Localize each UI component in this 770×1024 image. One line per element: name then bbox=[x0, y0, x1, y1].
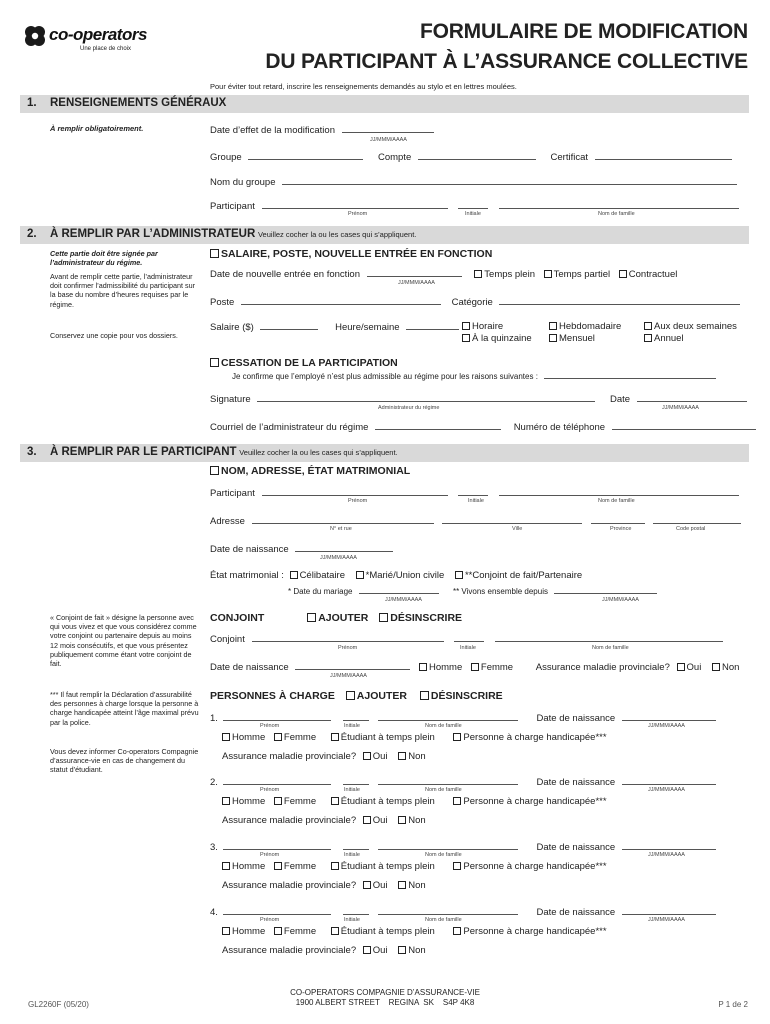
salary-field[interactable] bbox=[260, 321, 318, 330]
spouse-prov-no-checkbox[interactable] bbox=[712, 663, 720, 671]
address-label: Adresse bbox=[210, 516, 245, 527]
salary-section-checkbox[interactable] bbox=[210, 249, 219, 258]
signature-row bbox=[210, 393, 747, 405]
form-title-line1: FORMULAIRE DE MODIFICATION bbox=[419, 20, 748, 43]
spouse-male-checkbox[interactable] bbox=[419, 663, 427, 671]
account-label: Compte bbox=[377, 152, 412, 163]
dependants-add-label: AJOUTER bbox=[356, 690, 407, 702]
certificate-field[interactable] bbox=[595, 151, 732, 160]
single-label: Célibataire bbox=[299, 570, 345, 581]
dependant-status-row bbox=[222, 796, 607, 807]
spouse-remove-checkbox[interactable] bbox=[379, 613, 388, 622]
address-row bbox=[210, 515, 741, 527]
student-status-note: Vous devez informer Co-operators Compagnie d’assurance-vie en cas de changement du statut d’étudiant. bbox=[50, 747, 199, 775]
dependant-male-checkbox[interactable] bbox=[222, 733, 230, 741]
category-label: Catégorie bbox=[451, 297, 493, 308]
dependant-student-label: Étudiant à temps plein bbox=[340, 926, 435, 937]
dependant-number: 3. bbox=[210, 842, 218, 853]
dependant-prov-label: Assurance maladie provinciale? bbox=[222, 880, 357, 891]
section2-number: 2. bbox=[27, 228, 37, 240]
dependant-initial-field[interactable] bbox=[343, 712, 369, 721]
s1-nom-caption: Nom de famille bbox=[598, 211, 635, 217]
signature-field[interactable] bbox=[257, 393, 595, 402]
dependant-female-label: Femme bbox=[283, 926, 317, 937]
spouse-remove-label: DÉSINSCRIRE bbox=[390, 612, 463, 624]
hours-week-label: Heure/semaine bbox=[335, 322, 400, 333]
dependant-disabled-checkbox[interactable] bbox=[453, 927, 461, 935]
dependant-first-name-field[interactable] bbox=[223, 906, 331, 915]
two-weeks-checkbox[interactable] bbox=[644, 322, 652, 330]
termination-reason-label: Je confirme que l’employé n’est plus admissible au régime pour les raisons suivantes : bbox=[232, 372, 538, 381]
street-caption: N° et rue bbox=[330, 526, 352, 532]
spouse-female-label: Femme bbox=[480, 662, 514, 673]
form-code: GL2260F (05/20) bbox=[28, 1000, 89, 1009]
dependant-prov-yes-label: Oui bbox=[372, 751, 388, 762]
spouse-prenom-caption: Prénom bbox=[338, 645, 358, 651]
dependant-student-checkbox[interactable] bbox=[331, 927, 339, 935]
certificate-label: Certificat bbox=[550, 152, 588, 163]
biweekly-label: À la quinzaine bbox=[472, 333, 532, 344]
common-law-checkbox[interactable] bbox=[455, 571, 463, 579]
footer-company bbox=[0, 988, 770, 1008]
position-field[interactable] bbox=[241, 296, 441, 305]
dependant-birth-label: Date de naissance bbox=[536, 777, 616, 788]
dependant-prov-no-label: Non bbox=[408, 751, 426, 762]
birth-date-label: Date de naissance bbox=[210, 544, 289, 555]
form-instruction: Pour éviter tout retard, inscrire les renseignements demandés au stylo et en lettres moulées. bbox=[210, 82, 517, 91]
dependant-status-row bbox=[222, 861, 607, 872]
full-time-checkbox[interactable] bbox=[474, 270, 482, 278]
signature-date-field[interactable] bbox=[637, 393, 747, 402]
dependant-name-row bbox=[210, 712, 716, 724]
dependant-prov-no-label: Non bbox=[408, 945, 426, 956]
dependant-initiale-caption: Initiale bbox=[344, 723, 360, 729]
spouse-initial-field[interactable] bbox=[454, 633, 484, 642]
participant-last-name-field[interactable] bbox=[499, 200, 739, 209]
section3-subtitle: Veuillez cocher la ou les cases qui s’appliquent. bbox=[239, 448, 398, 457]
effective-date-field[interactable] bbox=[342, 124, 434, 133]
dependant-prov-no-checkbox[interactable] bbox=[398, 946, 406, 954]
spouse-female-checkbox[interactable] bbox=[471, 663, 479, 671]
dependant-number: 1. bbox=[210, 713, 218, 724]
dependant-nom-caption: Nom de famille bbox=[425, 917, 462, 923]
salary-heading-text: SALAIRE, POSTE, NOUVELLE ENTRÉE EN FONCTION bbox=[221, 248, 493, 260]
logo-text: co-operators bbox=[49, 25, 147, 44]
dependant-nom-caption: Nom de famille bbox=[425, 723, 462, 729]
annual-label: Annuel bbox=[654, 333, 684, 344]
termination-heading-text: CESSATION DE LA PARTICIPATION bbox=[221, 357, 398, 369]
phone-field[interactable] bbox=[612, 421, 756, 430]
admin-email-field[interactable] bbox=[375, 421, 501, 430]
group-name-row bbox=[210, 176, 737, 188]
province-caption: Province bbox=[610, 526, 632, 532]
group-row bbox=[210, 151, 732, 163]
s3-last-name-field[interactable] bbox=[499, 487, 739, 496]
city-field[interactable] bbox=[442, 515, 582, 524]
common-law-label: **Conjoint de fait/Partenaire bbox=[464, 570, 583, 581]
email-phone-row bbox=[210, 421, 756, 433]
spouse-add-checkbox[interactable] bbox=[307, 613, 316, 622]
dependant-male-label: Homme bbox=[232, 732, 266, 743]
dependant-name-row bbox=[210, 906, 716, 918]
spouse-prov-yes-checkbox[interactable] bbox=[677, 663, 685, 671]
section2-title: À REMPLIR PAR L’ADMINISTRATEUR bbox=[50, 228, 256, 240]
participant-first-name-field[interactable] bbox=[262, 200, 448, 209]
birth-date-field[interactable] bbox=[295, 543, 393, 552]
dependant-last-name-field[interactable] bbox=[378, 841, 518, 850]
dependant-name-row bbox=[210, 776, 716, 788]
marriage-date-field[interactable] bbox=[359, 585, 439, 594]
spouse-birth-field[interactable] bbox=[295, 661, 410, 670]
dependant-disabled-label: Personne à charge handicapée*** bbox=[463, 926, 607, 937]
section1-number: 1. bbox=[27, 97, 37, 109]
dependant-last-name-field[interactable] bbox=[378, 776, 518, 785]
signature-date-format: JJ/MMM/AAAA bbox=[662, 405, 699, 411]
dependant-birth-field[interactable] bbox=[622, 906, 716, 915]
common-law-note: « Conjoint de fait » désigne la personne avec qui vous vivez et que vous considérez comme votre conjoint ou partenaire depuis au moins 12 mois consécutifs, et que vous présentez publiquement comme étant votre conjoint de fait. bbox=[50, 613, 197, 669]
two-weeks-label: Aux deux semaines bbox=[654, 321, 737, 332]
s1-initiale-caption: Initiale bbox=[465, 211, 481, 217]
dependant-birth-format: JJ/MMM/AAAA bbox=[648, 917, 685, 923]
dependant-first-name-field[interactable] bbox=[223, 712, 331, 721]
dependant-first-name-field[interactable] bbox=[223, 841, 331, 850]
dependant-female-checkbox[interactable] bbox=[274, 797, 282, 805]
spouse-nom-caption: Nom de famille bbox=[592, 645, 629, 651]
pay-frequency-col3 bbox=[644, 321, 737, 345]
dependant-student-checkbox[interactable] bbox=[331, 797, 339, 805]
hire-date-label: Date de nouvelle entrée en fonction bbox=[210, 269, 360, 280]
hire-date-row bbox=[210, 268, 677, 280]
category-field[interactable] bbox=[499, 296, 740, 305]
hourly-label: Horaire bbox=[472, 321, 504, 332]
logo-mark-icon bbox=[22, 24, 48, 48]
marital-status-row bbox=[210, 570, 582, 581]
dependant-prov-yes-checkbox[interactable] bbox=[363, 881, 371, 889]
spouse-male-label: Homme bbox=[428, 662, 463, 673]
logo-tagline: Une place de choix bbox=[80, 46, 132, 52]
spouse-prov-no-label: Non bbox=[721, 662, 740, 673]
dependant-nom-caption: Nom de famille bbox=[425, 787, 462, 793]
name-address-heading-text: NOM, ADRESSE, ÉTAT MATRIMONIAL bbox=[221, 465, 411, 477]
dependant-last-name-field[interactable] bbox=[378, 906, 518, 915]
dependant-disabled-label: Personne à charge handicapée*** bbox=[463, 732, 607, 743]
dependant-male-label: Homme bbox=[232, 796, 266, 807]
weekly-label: Hebdomadaire bbox=[559, 321, 622, 332]
company-address: 1900 ALBERT STREET REGINA SK S4P 4K8 bbox=[295, 998, 475, 1007]
dependant-student-label: Étudiant à temps plein bbox=[340, 732, 435, 743]
birth-date-format: JJ/MMM/AAAA bbox=[320, 555, 357, 561]
dependant-prov-label: Assurance maladie provinciale? bbox=[222, 815, 357, 826]
dependant-nom-caption: Nom de famille bbox=[425, 852, 462, 858]
dependant-prov-yes-checkbox[interactable] bbox=[363, 816, 371, 824]
dependant-prov-no-label: Non bbox=[408, 880, 426, 891]
effective-date-row bbox=[210, 124, 434, 136]
dependant-initiale-caption: Initiale bbox=[344, 852, 360, 858]
position-label: Poste bbox=[210, 297, 235, 308]
dependant-prov-yes-checkbox[interactable] bbox=[363, 946, 371, 954]
married-label: *Marié/Union civile bbox=[365, 570, 445, 581]
dependant-female-checkbox[interactable] bbox=[274, 862, 282, 870]
participant-initial-field[interactable] bbox=[458, 200, 488, 209]
dependants-remove-label: DÉSINSCRIRE bbox=[430, 690, 503, 702]
s2-note-signed: Cette partie doit être signée par l’administrateur du régime. bbox=[50, 249, 158, 268]
account-field[interactable] bbox=[418, 151, 536, 160]
dependant-prenom-caption: Prénom bbox=[260, 723, 280, 729]
dependant-male-checkbox[interactable] bbox=[222, 797, 230, 805]
monthly-label: Mensuel bbox=[559, 333, 595, 344]
position-row bbox=[210, 296, 740, 308]
salary-row bbox=[210, 321, 459, 333]
spouse-last-name-field[interactable] bbox=[495, 633, 723, 642]
contract-checkbox[interactable] bbox=[619, 270, 627, 278]
marriage-date-format: JJ/MMM/AAAA bbox=[385, 597, 422, 603]
dependant-birth-format: JJ/MMM/AAAA bbox=[648, 723, 685, 729]
dependant-birth-field[interactable] bbox=[622, 776, 716, 785]
effective-date-format: JJ/MMM/AAAA bbox=[370, 137, 407, 143]
dependant-female-checkbox[interactable] bbox=[274, 927, 282, 935]
s3-nom-caption: Nom de famille bbox=[598, 498, 635, 504]
group-label: Groupe bbox=[210, 152, 242, 163]
s3-first-name-field[interactable] bbox=[262, 487, 448, 496]
dependant-prov-row bbox=[222, 815, 426, 826]
dependant-initiale-caption: Initiale bbox=[344, 917, 360, 923]
province-field[interactable] bbox=[591, 515, 645, 524]
hire-date-field[interactable] bbox=[367, 268, 462, 277]
dependant-prov-row bbox=[222, 880, 426, 891]
s2-note-copy: Conservez une copie pour vos dossiers. bbox=[50, 331, 178, 340]
marriage-date-row bbox=[288, 585, 657, 596]
spouse-birth-format: JJ/MMM/AAAA bbox=[330, 673, 367, 679]
section1-note: À remplir obligatoirement. bbox=[50, 124, 144, 133]
marriage-date-label: * Date du mariage bbox=[288, 587, 353, 596]
part-time-checkbox[interactable] bbox=[544, 270, 552, 278]
dependant-number: 4. bbox=[210, 907, 218, 918]
dependant-male-checkbox[interactable] bbox=[222, 862, 230, 870]
s1-prenom-caption: Prénom bbox=[348, 211, 368, 217]
married-checkbox[interactable] bbox=[356, 571, 364, 579]
dependant-birth-field[interactable] bbox=[622, 712, 716, 721]
dependant-birth-field[interactable] bbox=[622, 841, 716, 850]
dependant-prov-yes-label: Oui bbox=[372, 945, 388, 956]
salary-heading bbox=[210, 248, 492, 260]
dependant-prenom-caption: Prénom bbox=[260, 917, 280, 923]
dependant-student-checkbox[interactable] bbox=[331, 862, 339, 870]
section2-heading bbox=[50, 228, 416, 240]
dependant-disabled-label: Personne à charge handicapée*** bbox=[463, 861, 607, 872]
contract-label: Contractuel bbox=[628, 269, 678, 280]
dependant-birth-label: Date de naissance bbox=[536, 907, 616, 918]
spouse-heading bbox=[210, 612, 462, 624]
section3-number: 3. bbox=[27, 446, 37, 458]
dependants-remove-checkbox[interactable] bbox=[420, 691, 429, 700]
marital-status-label: État matrimonial : bbox=[210, 570, 284, 581]
signature-date-label: Date bbox=[609, 394, 631, 405]
single-checkbox[interactable] bbox=[290, 571, 298, 579]
dependant-male-label: Homme bbox=[232, 926, 266, 937]
birth-date-row bbox=[210, 543, 393, 555]
dependant-female-label: Femme bbox=[283, 732, 317, 743]
dependant-female-label: Femme bbox=[283, 861, 317, 872]
dependant-prov-no-checkbox[interactable] bbox=[398, 881, 406, 889]
dependant-female-checkbox[interactable] bbox=[274, 733, 282, 741]
dependant-initial-field[interactable] bbox=[343, 776, 369, 785]
dependant-prov-label: Assurance maladie provinciale? bbox=[222, 945, 357, 956]
dependant-male-checkbox[interactable] bbox=[222, 927, 230, 935]
dependant-birth-format: JJ/MMM/AAAA bbox=[648, 852, 685, 858]
street-field[interactable] bbox=[252, 515, 434, 524]
participant-label: Participant bbox=[210, 201, 255, 212]
dependant-prov-no-label: Non bbox=[408, 815, 426, 826]
dependant-disabled-checkbox[interactable] bbox=[453, 733, 461, 741]
monthly-checkbox[interactable] bbox=[549, 334, 557, 342]
spouse-add-label: AJOUTER bbox=[318, 612, 369, 624]
dependant-prov-yes-label: Oui bbox=[372, 880, 388, 891]
dependant-prov-no-checkbox[interactable] bbox=[398, 816, 406, 824]
dependant-number: 2. bbox=[210, 777, 218, 788]
dependant-initial-field[interactable] bbox=[343, 841, 369, 850]
s3-initial-field[interactable] bbox=[458, 487, 488, 496]
dependant-initial-field[interactable] bbox=[343, 906, 369, 915]
admin-email-label: Courriel de l’administrateur du régime bbox=[210, 422, 369, 433]
dependant-female-label: Femme bbox=[283, 796, 317, 807]
section3-heading bbox=[50, 446, 398, 458]
dependants-heading bbox=[210, 690, 503, 702]
full-time-label: Temps plein bbox=[484, 269, 535, 280]
spouse-prov-yes-label: Oui bbox=[686, 662, 702, 673]
phone-label: Numéro de téléphone bbox=[513, 422, 606, 433]
dependant-prov-no-checkbox[interactable] bbox=[398, 752, 406, 760]
dependant-prenom-caption: Prénom bbox=[260, 852, 280, 858]
dependant-disabled-checkbox[interactable] bbox=[453, 862, 461, 870]
termination-heading bbox=[210, 357, 398, 369]
dependant-prov-row bbox=[222, 945, 426, 956]
postal-code-caption: Code postal bbox=[676, 526, 706, 532]
termination-reason-field[interactable] bbox=[544, 370, 716, 379]
s3-participant-label: Participant bbox=[210, 488, 255, 499]
dependants-heading-text: PERSONNES À CHARGE bbox=[210, 690, 335, 702]
name-address-heading bbox=[210, 465, 410, 477]
living-together-field[interactable] bbox=[554, 585, 657, 594]
biweekly-checkbox[interactable] bbox=[462, 334, 470, 342]
city-caption: Ville bbox=[512, 526, 523, 532]
dependant-last-name-field[interactable] bbox=[378, 712, 518, 721]
part-time-label: Temps partiel bbox=[553, 269, 611, 280]
spouse-heading-text: CONJOINT bbox=[210, 612, 265, 624]
dependant-prov-yes-label: Oui bbox=[372, 815, 388, 826]
dependant-birth-label: Date de naissance bbox=[536, 713, 616, 724]
s3-initiale-caption: Initiale bbox=[468, 498, 484, 504]
form-title-line2: DU PARTICIPANT À L’ASSURANCE COLLECTIVE bbox=[265, 50, 748, 73]
dependant-status-row bbox=[222, 732, 607, 743]
termination-reason-row bbox=[232, 370, 716, 381]
dependant-birth-format: JJ/MMM/AAAA bbox=[648, 787, 685, 793]
dependant-male-label: Homme bbox=[232, 861, 266, 872]
page-number: P 1 de 2 bbox=[718, 1000, 748, 1009]
dependant-initiale-caption: Initiale bbox=[344, 787, 360, 793]
company-name: CO-OPERATORS COMPAGNIE D’ASSURANCE-VIE bbox=[290, 988, 480, 997]
hours-week-field[interactable] bbox=[406, 321, 459, 330]
admin-caption: Administrateur du régime bbox=[378, 405, 440, 411]
spouse-name-row bbox=[210, 633, 723, 645]
spouse-initiale-caption: Initiale bbox=[460, 645, 476, 651]
dependant-prov-yes-checkbox[interactable] bbox=[363, 752, 371, 760]
dependant-disability-note: *** Il faut remplir la Déclaration d’assurabilité des personnes à charge lorsque la personne à charge handicapée atteint l’âge maximal prévu par la police. bbox=[50, 690, 199, 727]
group-name-field[interactable] bbox=[282, 176, 737, 185]
dependant-student-label: Étudiant à temps plein bbox=[340, 861, 435, 872]
dependant-prenom-caption: Prénom bbox=[260, 787, 280, 793]
dependant-prov-label: Assurance maladie provinciale? bbox=[222, 751, 357, 762]
group-field[interactable] bbox=[248, 151, 363, 160]
section2-subtitle: Veuillez cocher la ou les cases qui s’appliquent. bbox=[257, 230, 417, 239]
s3-prenom-caption: Prénom bbox=[348, 498, 368, 504]
pay-frequency-col1 bbox=[462, 321, 532, 345]
hourly-checkbox[interactable] bbox=[462, 322, 470, 330]
dependants-add-checkbox[interactable] bbox=[346, 691, 355, 700]
spouse-birth-label: Date de naissance bbox=[210, 662, 289, 673]
dependant-student-checkbox[interactable] bbox=[331, 733, 339, 741]
dependant-student-label: Étudiant à temps plein bbox=[340, 796, 435, 807]
name-address-checkbox[interactable] bbox=[210, 466, 219, 475]
section3-title: À REMPLIR PAR LE PARTICIPANT bbox=[50, 446, 237, 458]
termination-checkbox[interactable] bbox=[210, 358, 219, 367]
dependant-disabled-label: Personne à charge handicapée*** bbox=[463, 796, 607, 807]
dependant-first-name-field[interactable] bbox=[223, 776, 331, 785]
living-together-label: ** Vivons ensemble depuis bbox=[452, 587, 548, 596]
dependant-birth-label: Date de naissance bbox=[536, 842, 616, 853]
postal-code-field[interactable] bbox=[653, 515, 741, 524]
dependant-name-row bbox=[210, 841, 716, 853]
spouse-label: Conjoint bbox=[210, 634, 245, 645]
spouse-prov-insurance-label: Assurance maladie provinciale? bbox=[535, 662, 670, 673]
s2-note-eligibility: Avant de remplir cette partie, l’administrateur doit confirmer l’admissibilité du participant sur la base du nombre d’heures requises par le régime. bbox=[50, 272, 196, 309]
hire-date-format: JJ/MMM/AAAA bbox=[398, 280, 435, 286]
spouse-first-name-field[interactable] bbox=[252, 633, 444, 642]
group-name-label: Nom du groupe bbox=[210, 177, 276, 188]
dependant-status-row bbox=[222, 926, 607, 937]
pay-frequency-col2 bbox=[549, 321, 621, 345]
dependant-prov-row bbox=[222, 751, 426, 762]
salary-label: Salaire ($) bbox=[210, 322, 254, 333]
effective-date-label: Date d’effet de la modification bbox=[210, 125, 335, 136]
living-together-format: JJ/MMM/AAAA bbox=[602, 597, 639, 603]
weekly-checkbox[interactable] bbox=[549, 322, 557, 330]
annual-checkbox[interactable] bbox=[644, 334, 652, 342]
spouse-details-row bbox=[210, 661, 739, 673]
signature-label: Signature bbox=[210, 394, 251, 405]
section1-title: RENSEIGNEMENTS GÉNÉRAUX bbox=[50, 97, 227, 109]
dependant-disabled-checkbox[interactable] bbox=[453, 797, 461, 805]
